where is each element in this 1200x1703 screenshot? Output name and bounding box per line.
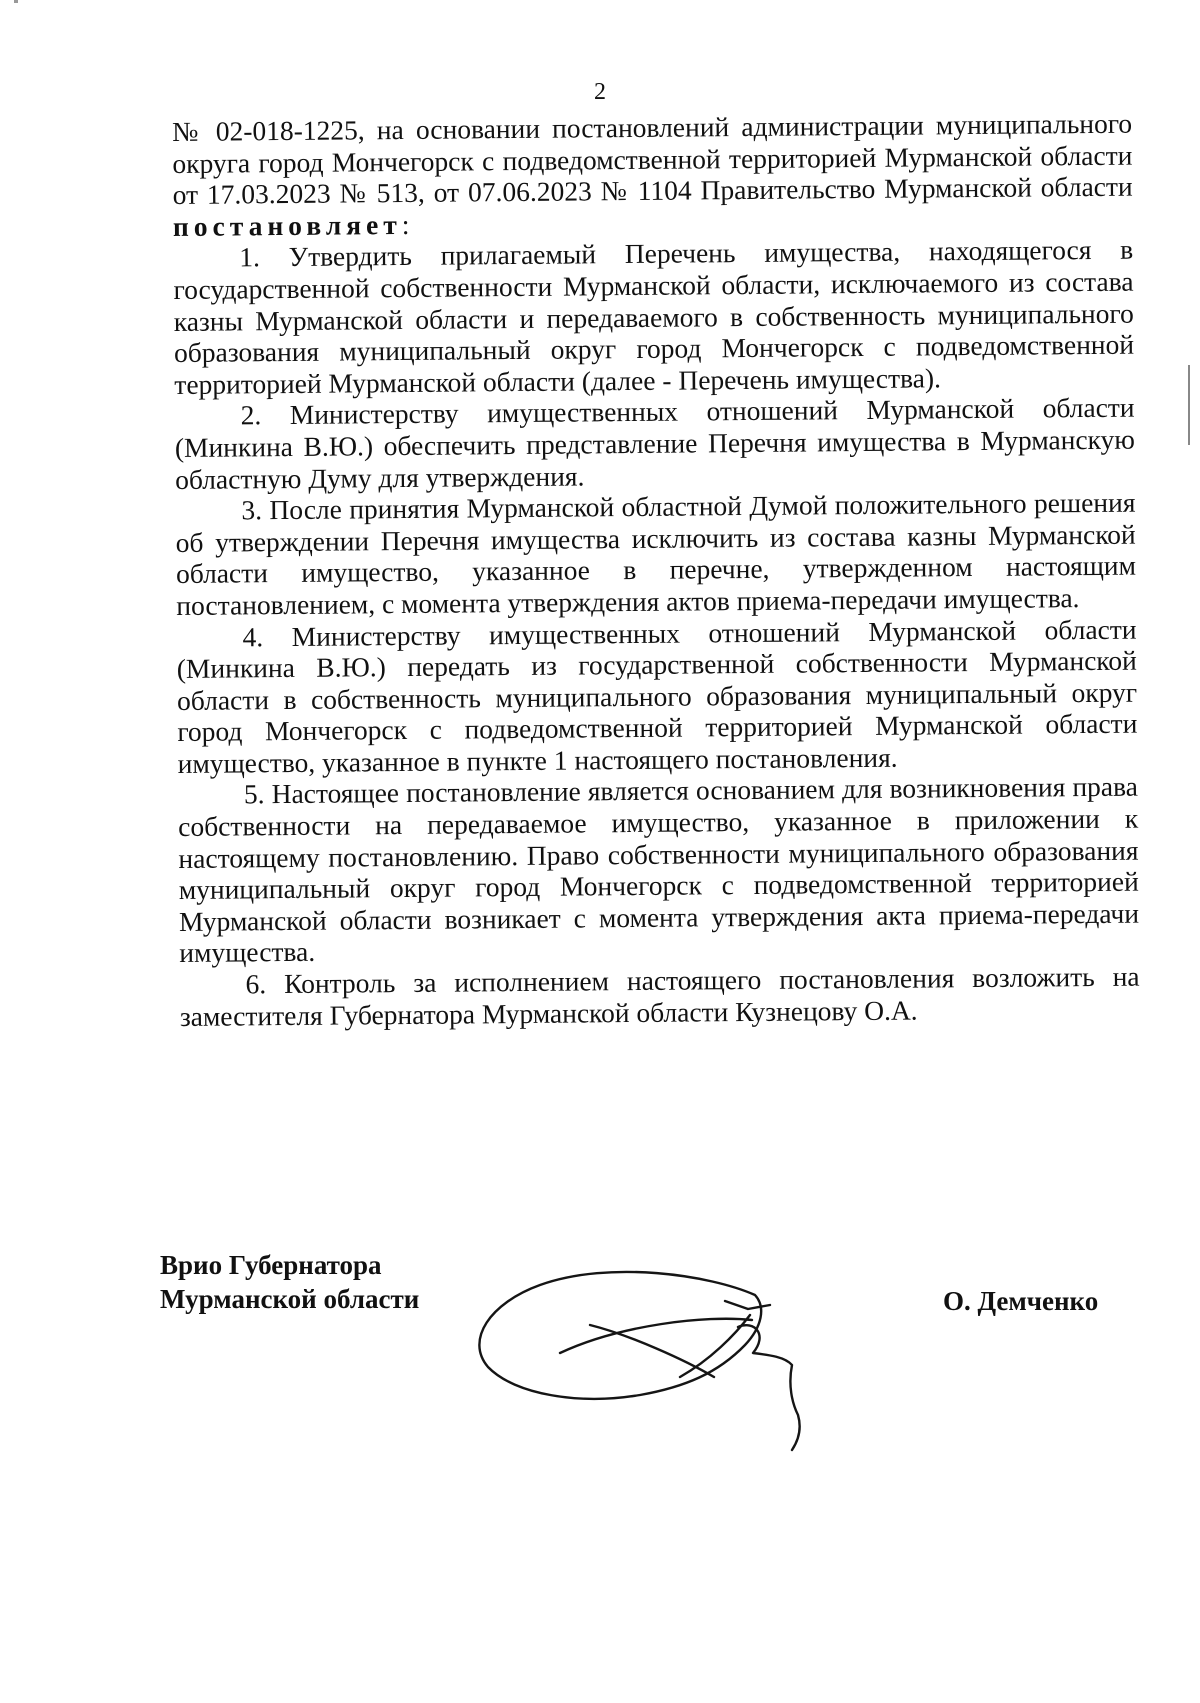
item-1: 1. Утвердить прилагаемый Перечень имущества, находящегося в государственной собственности Мурманской области, исключаемого из состава казны Мурманской области и передаваемого в собственность муниципального образования муниципальный округ город Мончегорск с подведомственной территорией Мурманской области (далее - Перечень имущества). (173, 233, 1135, 400)
signatory-name: О. Демченко (943, 1286, 1099, 1316)
signature-cross (560, 1315, 752, 1377)
decree-colon: : (401, 208, 410, 240)
signature-tick (725, 1301, 770, 1309)
item-4: 4. Министерству имущественных отношений Мурманской области (Минкина В.Ю.) передать из государственной собственности Мурманской области в собственность муниципального образования муниципальный округ город Мончегорск с подведомственной территорией Мурманской области имущество, указанное в пункте 1 настоящего постановления. (176, 613, 1138, 779)
item-5: 5. Настоящее постановление является основанием для возникновения права собственности на передаваемое имущество, указанное в приложении к настоящему постановлению. Право собственности муниципального образования муниципальный округ город Мончегорск с подведомственной территорией Мурманской области возникает с момента утверждения акта приема-передачи имущества. (178, 771, 1140, 969)
scan-corner-mark (14, 0, 18, 3)
item-3: 3. После принятия Мурманской областной Думой положительного решения об утверждении Перечня имущества исключить из состава казны Мурманской области имущество, указанное в перечне, утвержденном настоящим постановлением, с момента утверждения актов приема-передачи имущества. (175, 486, 1137, 621)
item-6: 6. Контроль за исполнением настоящего постановления возложить на заместителя Губернатора Мурманской области Кузнецову О.А. (179, 960, 1140, 1032)
handwritten-signature (470, 1265, 870, 1455)
decree-word: постановляет (172, 208, 402, 242)
signatory-title-line2: Мурманской области (160, 1284, 420, 1314)
scan-edge-mark (1188, 365, 1190, 445)
signatory-title (160, 1248, 419, 1316)
page-number: 2 (594, 79, 606, 105)
document-body (172, 108, 1140, 1033)
intro-text: № 02-018-1225, на основании постановлений администрации муниципального округа город Мончегорск с подведомственной территорией Мурманской области от 17.03.2023 № 513, от 07.06.2023 № 1104 Правительство Мурманской области (172, 107, 1133, 211)
item-2: 2. Министерству имущественных отношений Мурманской области (Минкина В.Ю.) обеспечить представление Перечня имущества в Мурманскую областную Думу для утверждения. (174, 391, 1135, 495)
intro-paragraph (172, 108, 1133, 243)
signatory-title-line1: Врио Губернатора (160, 1250, 382, 1280)
